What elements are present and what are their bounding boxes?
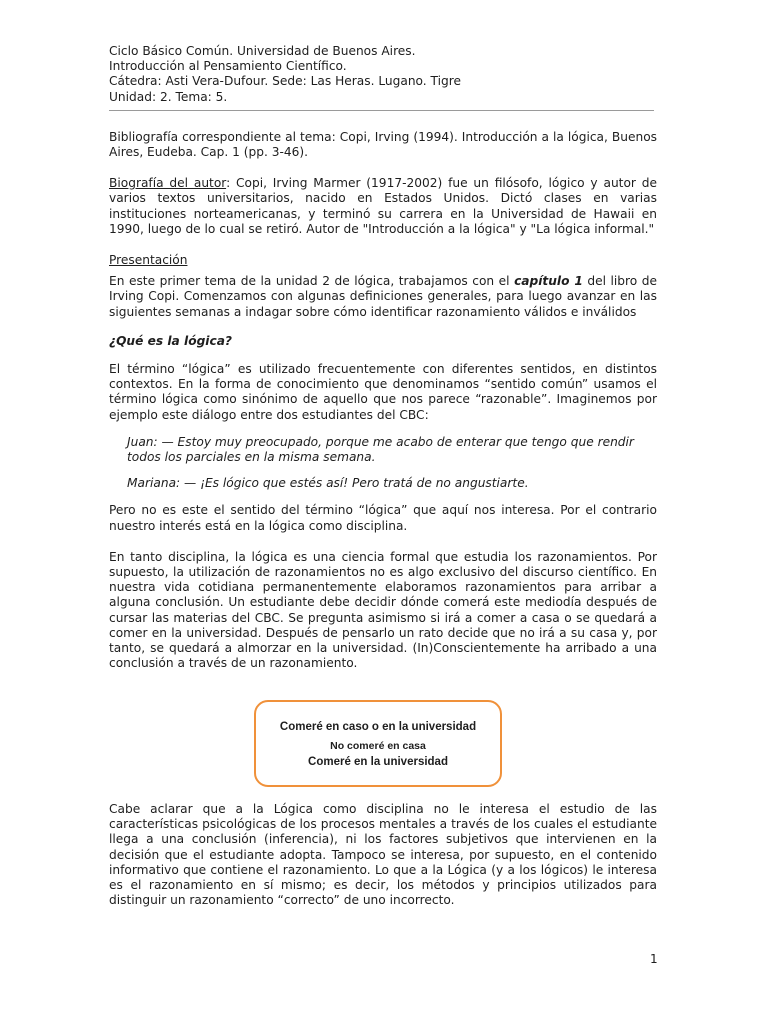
header-line-course: Introducción al Pensamiento Científico. <box>109 59 347 74</box>
author-bio-text: : Copi, Irving Marmer (1917-2002) fue un filósofo, lógico y autor de varios textos universitarios, nacido en Estados Unidos. Dictó clases en varias instituciones norteamericanas, y terminó su carrera en la Universidad de Hawaii en 1990, luego de lo cual se retiró. Autor de "Introducción a la lógica" y "La lógica informal." <box>109 176 657 236</box>
header-line-institution: Ciclo Básico Común. Universidad de Buenos Aires. <box>109 44 416 58</box>
page-number: 1 <box>650 952 658 966</box>
document-page <box>109 44 657 672</box>
lower-text <box>109 802 657 908</box>
argument-example-box <box>254 700 502 787</box>
body-paragraph-3: En tanto disciplina, la lógica es una ciencia formal que estudia los razonamientos. Por supuesto, la utilización de razonamientos no es algo exclusivo del discurso científico. En nuestra vida cotidiana permanentemente elaboramos razonamientos para arribar a alguna conclusión. Un estudiante debe decidir dónde comerá este mediodía después de cursar las materias del CBC. Se pregunta asimismo si irá a comer a casa o se quedará a comer en la universidad. Después de pensarlo un rato decide que no irá a su casa y, por tanto, se quedará a almorzar en la universidad. (In)Conscientemente ha arribado a una conclusión a través de un razonamiento. <box>109 549 657 671</box>
dialog-juan: Juan: — Estoy muy preocupado, porque me acabo de enterar que tengo que rendir todos los parciales en la misma semana. <box>127 434 634 465</box>
header-line-unit: Unidad: 2. Tema: 5. <box>109 89 228 104</box>
dialog-mariana: Mariana: — ¡Es lógico que estés así! Pero tratá de no angustiarte. <box>127 476 529 491</box>
chapter-emphasis: capítulo 1 <box>514 274 583 289</box>
argument-conclusion: Comeré en la universidad <box>308 756 448 768</box>
presentation-label: Presentación <box>109 253 188 268</box>
bibliography-paragraph: Bibliografía correspondiente al tema: Copi, Irving (1994). Introducción a la lógica, Buenos Aires, Eudeba. Cap. 1 (pp. 3-46). <box>109 129 657 160</box>
header-divider <box>109 110 654 111</box>
document-header <box>109 44 657 105</box>
author-bio-label: Biografía del autor <box>109 176 227 191</box>
argument-premise-2: No comeré en casa <box>330 740 426 752</box>
section-heading: ¿Qué es la lógica? <box>109 333 232 348</box>
header-line-catedra: Cátedra: Asti Vera-Dufour. Sede: Las Heras. Lugano. Tigre <box>109 74 461 89</box>
presentation-paragraph: En este primer tema de la unidad 2 de lógica, trabajamos con el capítulo 1 del libro de Irving Copi. Comenzamos con algunas definiciones generales, para luego avanzar en las siguientes semanas a indagar sobre cómo identificar razonamiento válidos e inválidos <box>109 274 657 319</box>
body-paragraph-1: El término “lógica” es utilizado frecuentemente con diferentes sentidos, en distintos contextos. En la forma de conocimiento que denominamos “sentido común” usamos el término lógica como sinónimo de aquello que nos parece “razonable”. Imaginemos por ejemplo este diálogo entre dos estudiantes del CBC: <box>109 362 657 422</box>
body-paragraph-4: Cabe aclarar que a la Lógica como disciplina no le interesa el estudio de las características psicológicas de los procesos mentales a través de los cuales el estudiante llega a una conclusión (inferencia), ni los factores subjetivos que intervienen en la decisión que el estudiante adopta. Tampoco se interesa, por supuesto, en el contenido informativo que contiene el razonamiento. Lo que a la Lógica (y a los lógicos) le interesa es el razonamiento en sí mismo; es decir, los métodos y principios utilizados para distinguir un razonamiento “correcto” de uno incorrecto. <box>109 802 657 908</box>
body-paragraph-2: Pero no es este el sentido del término “lógica” que aquí nos interesa. Por el contrario nuestro interés está en la lógica como disciplina. <box>109 503 657 533</box>
author-bio-paragraph <box>109 176 657 237</box>
argument-premise-1: Comeré en caso o en la universidad <box>279 721 477 733</box>
